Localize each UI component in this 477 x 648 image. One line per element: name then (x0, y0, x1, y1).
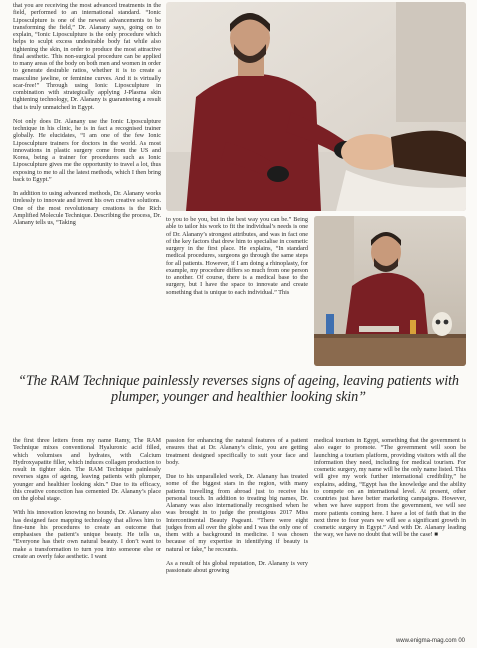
paragraph: Due to his unparalleled work, Dr. Alanany has treated some of the biggest stars in the region, with many patients travelling from abroad just to receive his personal touch. In addition to treating big names, Dr. Alanany was also internationally recognised when he was brought in to judge the prestigious 2017 Miss Intercontinental Beauty Pageant. “There were eight judges from all over the globe and I was the only one of them with a background in medicine. I was chosen because of my expertise in identifying if beauty is natural or fake,” he recounts. (166, 473, 308, 553)
page-number: 00 (458, 638, 465, 644)
magazine-url: www.enigma-mag.com (395, 638, 457, 644)
paragraph: With his innovation knowing no bounds, Dr. Alanany also has designed face mapping technology that allows him to fine-tune his procedures to create an outcome that emphasises the patient’s unique beauty. He tells us, “Everyone has their own natural beauty. I don’t want to make a transformation to turn you into someone else or create an overly fake aesthetic. I want (13, 509, 161, 560)
pull-quote: “The RAM Technique painlessly reverses signs of ageing, leaving patients with plumper, younger and healthier looking skin” (18, 373, 459, 405)
paragraph: In addition to using advanced methods, Dr. Alanany works tirelessly to innovate and invent his own creative solutions. One of the most revolutionary creations is the Rich Amplified Molecule Technique. Describing the process, Dr. Alanany tells us, “Taking (13, 190, 161, 226)
paragraph: the first three letters from my name Ramy, The RAM Technique mixes conventional Hyaluronic acid filled, which volumises and hydrates, with Calcium Hydroxyapatite filler, which induces collagen production to result in tighter skin. The RAM Technique painlessly reverses signs of ageing, leaving patients with plumper, younger and healthier looking skin.” Due to its efficacy, this creative concoction has cemented Dr. Alanany’s place on the global stage. (13, 437, 161, 502)
left-column-top (13, 2, 161, 367)
photo-doctor-at-desk (314, 216, 466, 366)
middle-column-top (166, 216, 308, 366)
paragraph: Not only does Dr. Alanany use the Ionic Liposculpture technique in his clinic, he is in fact a recognised trainer globally. He elucidates, “I am one of the few Ionic Liposculpture trainers for doctors in the world. As most innovations in plastic surgery come from the US and Korea, being a trainer for procedures such as Ionic Liposculpture gives me the opportunity to travel a lot, thus exposing to me to all the latest methods, which I then bring back to Egypt.” (13, 117, 161, 183)
bottom-column-1 (13, 437, 161, 637)
photo-doctor-treating-patient (166, 2, 466, 211)
paragraph: that you are receiving the most advanced treatments in the field, performed to an international standard. “Ionic Liposculpture is one of the newest advancements to be transforming the field,” Dr. Alanany says, going on to explain, “Ionic Liposculpture is the only procedure which helps to sculpt excess undesirable body fat while also tightening the skin, in order to produce the most attractive final aesthetic. This non-surgical procedure can be applied to many areas of the body on both men and women in order to generate desirable ratios, whether it is to create a masculine jawline, or feminine curves. And it is virtually scar-free!” Through using Ionic Liposculpture in combination with strategically applying J-Plasma skin tightening technology, Dr. Alanany is guaranteeing a result that is truly unmatched in Egypt. (13, 2, 161, 111)
paragraph: to you to be you, but in the best way you can be.” Being able to tailor his work to fit the individual’s needs is one of Dr. Alanany’s strongest attributes, and was in fact one of the key factors that drew him to specialise in cosmetic surgery in the first place. He explains, “In standard medical procedures, surgeons go through the same steps for all patients. However, if I am doing a rhinoplasty, for example, my procedure differs so much from one person to another. Of course, there is a medical base to the surgery, but I have the space to innovate and create something that is unique to each individual.” This (166, 216, 308, 296)
bottom-column-2 (166, 437, 308, 637)
bottom-column-3 (314, 437, 466, 633)
paragraph: As a result of his global reputation, Dr. Alanany is very passionate about growing (166, 559, 308, 574)
paragraph: passion for enhancing the natural features of a patient ensures that at Dr. Alanany’s clinic, you are getting treatment designed specifically to suit your face and body. (166, 437, 308, 466)
paragraph: medical tourism in Egypt, something that the government is also eager to promote. “The government will soon be launching a tourism platform, providing visitors with all the information they need, including for medical tourism. For cosmetic surgery, my name will be the only name listed. This will give my work further international credibility,” he explains, adding, “Egypt has the knowledge and the ability to compete on an international level. At present, other countries just have better marketing campaigns. However, when we have support from the government, we will see more patients coming here. I have a lot of faith that in the next three to four years we will see a significant growth in cosmetic surgery in Egypt.” And with Dr. Alanany leading the way, we have no doubt that will be the case! ■ (314, 437, 466, 539)
page-footer (396, 638, 465, 644)
